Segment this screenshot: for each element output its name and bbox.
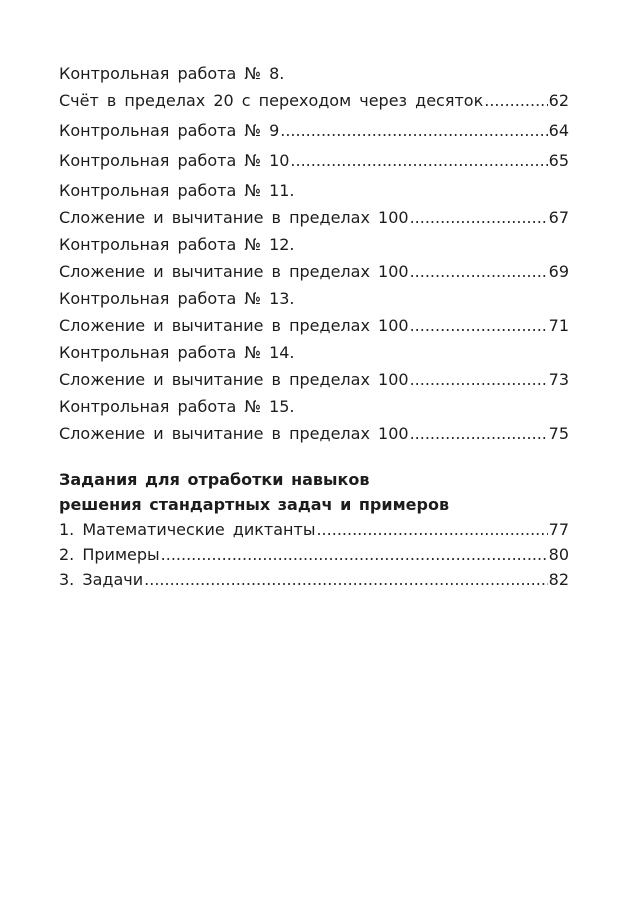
toc-page-number: 77: [548, 520, 569, 539]
toc-entry-line[interactable]: [59, 366, 569, 393]
dot-leader: [280, 117, 547, 144]
toc-entry-title-text: Контрольная работа № 13.: [59, 289, 295, 308]
dot-leader: [410, 366, 548, 393]
toc-entry-title-text: Контрольная работа № 14.: [59, 343, 295, 362]
toc-entry-subtitle: Сложение и вычитание в пределах 100: [59, 262, 409, 281]
toc-page-number: 75: [548, 424, 569, 443]
toc-page-number: 65: [548, 151, 569, 170]
toc-entry-title-text: Контрольная работа № 11.: [59, 181, 295, 200]
toc-entry-subtitle: Сложение и вычитание в пределах 100: [59, 208, 409, 227]
dot-leader: [410, 258, 548, 285]
list-item-label: 2. Примеры: [59, 545, 160, 564]
list-item-label: 1. Математические диктанты: [59, 520, 316, 539]
toc-page-number: 73: [548, 370, 569, 389]
toc-entry-subtitle: Сложение и вычитание в пределах 100: [59, 424, 409, 443]
toc-entry-title: [59, 393, 569, 420]
dot-leader: [484, 87, 547, 114]
dot-leader: [144, 567, 548, 592]
toc-page-number: 71: [548, 316, 569, 335]
toc-entry-line[interactable]: [59, 258, 569, 285]
toc-entry-line[interactable]: [59, 517, 569, 542]
dot-leader: [290, 147, 547, 174]
section-heading: Задания для отработки навыков: [59, 470, 370, 489]
toc-page-number: 69: [548, 262, 569, 281]
toc-page-number: 67: [548, 208, 569, 227]
dot-leader: [316, 517, 547, 542]
toc-entry-line[interactable]: [59, 312, 569, 339]
dot-leader: [410, 312, 548, 339]
toc-entry-title: [59, 339, 569, 366]
dot-leader: [410, 420, 548, 447]
toc-entry-title-text: Контрольная работа № 10: [59, 151, 290, 170]
toc-entry-title: [59, 60, 569, 87]
toc-entry-title-text: Контрольная работа № 8.: [59, 64, 285, 83]
toc-page-number: 64: [548, 121, 569, 140]
toc-entry-line[interactable]: [59, 542, 569, 567]
toc-entry-title: [59, 231, 569, 258]
toc-entry-title-text: Контрольная работа № 15.: [59, 397, 295, 416]
dot-leader: [161, 542, 548, 567]
toc-entry-line[interactable]: [59, 117, 569, 144]
section-item-list: [59, 517, 569, 592]
toc-entry-line[interactable]: [59, 147, 569, 174]
toc-entry-title-text: Контрольная работа № 12.: [59, 235, 295, 254]
toc-entry-title: [59, 285, 569, 312]
toc-page-number: 80: [548, 545, 569, 564]
table-of-contents: [59, 60, 569, 592]
dot-leader: [410, 204, 548, 231]
section-heading: решения стандартных задач и примеров: [59, 495, 450, 514]
toc-page-number: 62: [548, 91, 569, 110]
toc-page-number: 82: [548, 570, 569, 589]
toc-entry-subtitle: Сложение и вычитание в пределах 100: [59, 370, 409, 389]
toc-entry-subtitle: Сложение и вычитание в пределах 100: [59, 316, 409, 335]
toc-entry-title-text: Контрольная работа № 9: [59, 121, 280, 140]
toc-entry-title: [59, 177, 569, 204]
list-item-label: 3. Задачи: [59, 570, 144, 589]
toc-entry-line[interactable]: [59, 420, 569, 447]
toc-entry-subtitle: Счёт в пределах 20 с переходом через десяток: [59, 91, 484, 110]
toc-entry-line[interactable]: [59, 87, 569, 114]
toc-entry-line[interactable]: [59, 204, 569, 231]
toc-entry-line[interactable]: [59, 567, 569, 592]
